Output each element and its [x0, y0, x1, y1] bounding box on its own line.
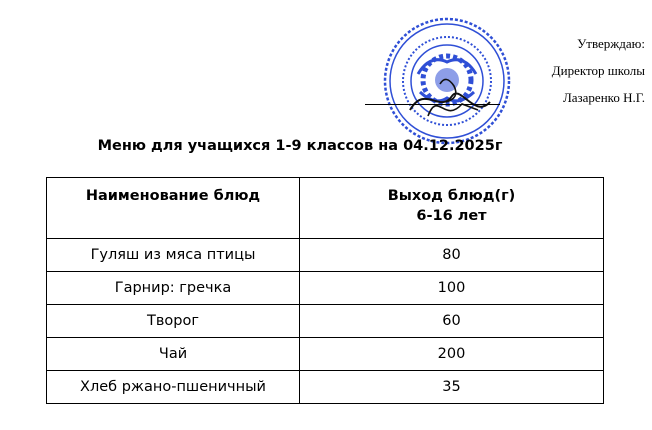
approver-name: Лазаренко Н.Г. [562, 90, 645, 105]
table-header-row [47, 178, 604, 239]
dish-weight-cell: 100 [300, 272, 604, 305]
table-row [47, 371, 604, 404]
menu-title: Меню для учащихся 1-9 классов на 04.12.2025г [97, 138, 503, 154]
menu-table [46, 177, 604, 404]
dish-weight-cell: 200 [300, 338, 604, 371]
table-row [47, 272, 604, 305]
table-row [47, 305, 604, 338]
header-output-age: 6-16 лет [416, 208, 487, 224]
header-dish-name [47, 178, 300, 239]
header-dish-name-label: Наименование блюд [85, 188, 261, 204]
table-row [47, 239, 604, 272]
table-row [47, 338, 604, 371]
approval-label: Утверждаю: [577, 36, 645, 51]
header-output [300, 178, 604, 239]
dish-name-cell: Творог [47, 305, 300, 338]
dish-name-cell: Гарнир: гречка [47, 272, 300, 305]
dish-weight-cell: 35 [300, 371, 604, 404]
dish-name-cell: Чай [47, 338, 300, 371]
approval-block [470, 30, 645, 111]
dish-weight-cell: 80 [300, 239, 604, 272]
approver-position: Директор школы [551, 63, 645, 78]
dish-name-cell: Хлеб ржано-пшеничный [47, 371, 300, 404]
dish-weight-cell: 60 [300, 305, 604, 338]
dish-name-cell: Гуляш из мяса птицы [47, 239, 300, 272]
header-output-label: Выход блюд(г) [387, 188, 516, 204]
